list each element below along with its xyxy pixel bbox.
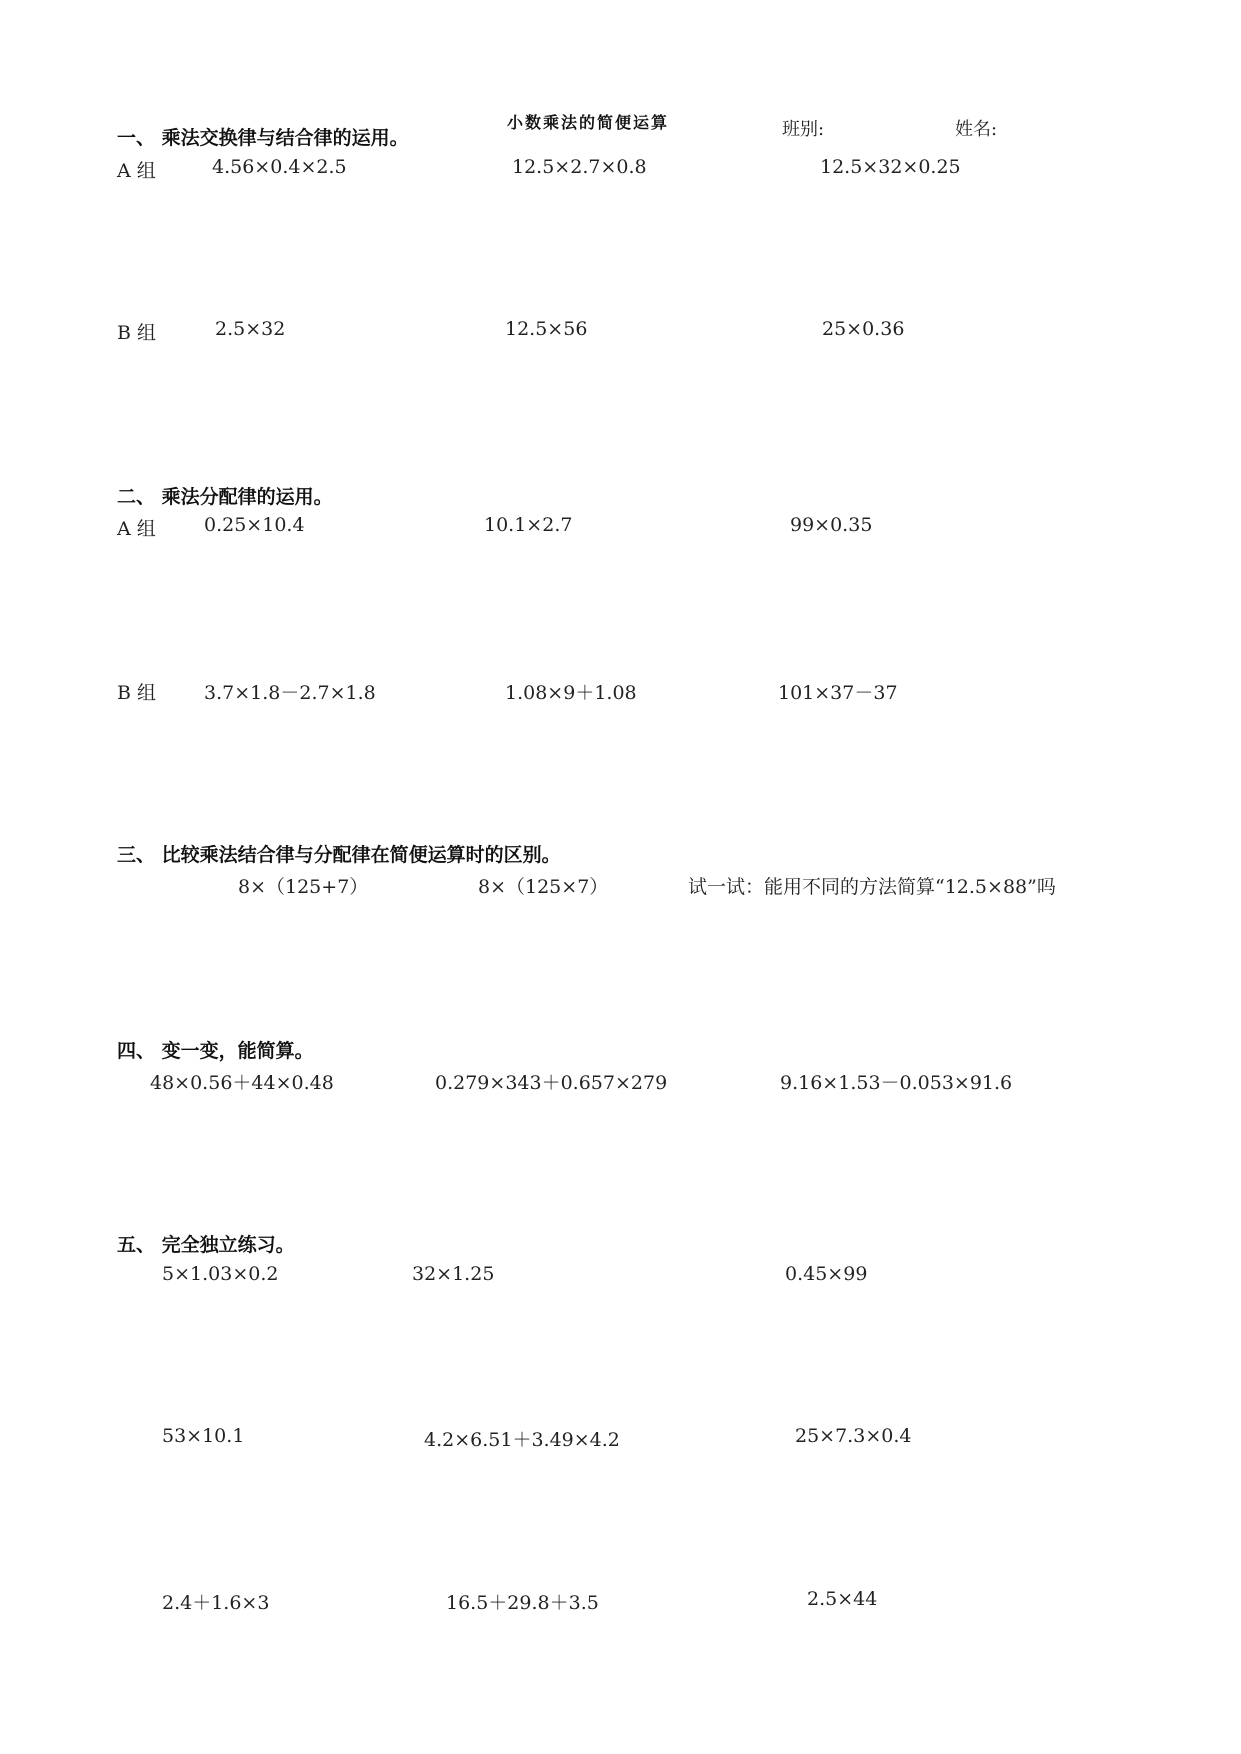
problem: 12.5×56 [505, 318, 588, 340]
class-label: 班别: [782, 119, 825, 140]
problem: 9.16×1.53－0.053×91.6 [780, 1072, 1013, 1094]
problem: 0.25×10.4 [204, 514, 305, 536]
problem: 99×0.35 [790, 514, 873, 536]
problem: 3.7×1.8－2.7×1.8 [204, 682, 376, 704]
problem: 16.5＋29.8＋3.5 [446, 1592, 599, 1614]
problem: 4.56×0.4×2.5 [212, 156, 347, 178]
section-5-heading: 五、 完全独立练习。 [117, 1234, 295, 1256]
problem: 2.5×32 [215, 318, 286, 340]
problem: 12.5×32×0.25 [820, 156, 961, 178]
problem: 5×1.03×0.2 [162, 1263, 279, 1285]
problem: 25×0.36 [822, 318, 905, 340]
problem: 4.2×6.51＋3.49×4.2 [424, 1429, 620, 1451]
problem: 0.45×99 [785, 1263, 868, 1285]
worksheet-title: 小数乘法的简便运算 [507, 113, 670, 132]
section-1-heading: 一、 乘法交换律与结合律的运用。 [117, 127, 409, 149]
section-3-heading: 三、 比较乘法结合律与分配律在简便运算时的区别。 [117, 844, 561, 866]
section-2-heading: 二、 乘法分配律的运用。 [117, 486, 333, 508]
problem: 101×37－37 [778, 682, 898, 704]
problem: 8×（125×7） [478, 876, 609, 898]
problem: 2.5×44 [807, 1588, 878, 1610]
group-a-label: A 组 [117, 160, 156, 182]
problem: 48×0.56＋44×0.48 [150, 1072, 334, 1094]
group-b-label: B 组 [117, 322, 157, 344]
problem: 32×1.25 [412, 1263, 495, 1285]
problem: 25×7.3×0.4 [795, 1425, 912, 1447]
problem: 1.08×9＋1.08 [505, 682, 637, 704]
problem: 8×（125+7） [238, 876, 369, 898]
problem: 10.1×2.7 [484, 514, 573, 536]
problem: 53×10.1 [162, 1425, 245, 1447]
problem: 12.5×2.7×0.8 [512, 156, 647, 178]
problem: 0.279×343＋0.657×279 [435, 1072, 668, 1094]
group-b-label: B 组 [117, 682, 157, 704]
section-4-heading: 四、 变一变，能简算。 [117, 1040, 314, 1062]
group-a-label: A 组 [117, 518, 156, 540]
name-label: 姓名: [955, 119, 998, 140]
challenge-prompt: 试一试：能用不同的方法简算“12.5×88”吗 [688, 876, 1056, 898]
problem: 2.4＋1.6×3 [162, 1592, 270, 1614]
